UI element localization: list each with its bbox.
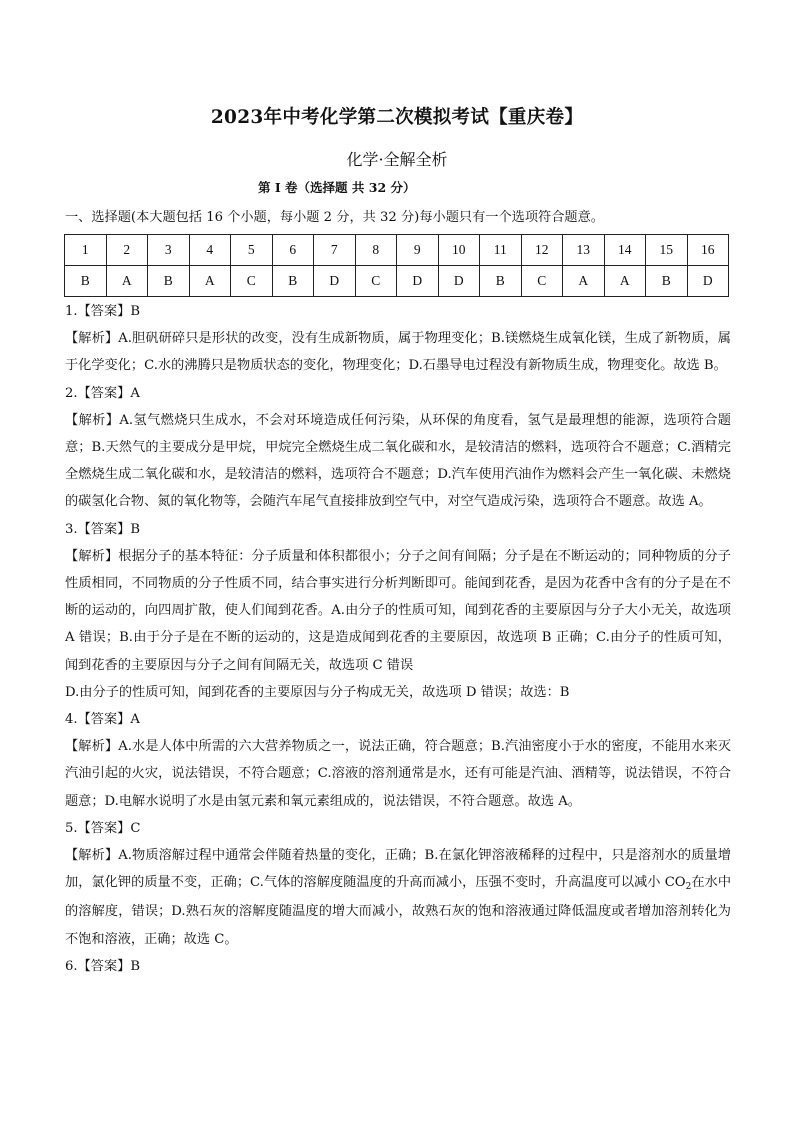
- analysis-q5: [65, 842, 731, 953]
- table-cell: 9: [397, 235, 439, 266]
- table-cell: A: [604, 266, 646, 297]
- solutions-body: [65, 298, 731, 980]
- answer-line-q2: 2.【答案】A: [65, 385, 140, 401]
- table-cell: 8: [355, 235, 397, 266]
- table-cell: D: [314, 266, 356, 297]
- table-cell: D: [687, 266, 729, 297]
- answer-line-q5: 5.【答案】C: [65, 820, 141, 836]
- analysis-q5-part1: 【解析】A.物质溶解过程中通常会伴随着热量的变化，正确；B.在氯化钾溶液稀释的过程中，只是溶剂水的质量增加，氯化钾的质量不变，正确；C.气体的溶解度随温度的升高而减小，压强不变时，升高温度可以减小 CO: [65, 848, 731, 891]
- analysis-q3: 【解析】根据分子的基本特征：分子质量和体积都很小；分子之间有间隔；分子是在不断运动的；同种物质的分子性质相同，不同物质的分子性质不同，结合事实进行分析判断即可。能闻到花香，是因为花香中含有的分子是在不断的运动的，向四周扩散，使人们闻到花香。A.由分子的性质可知，闻到花香的主要原因与分子大小无关，故选项 A 错误；B.由于分子是在不断的运动的，这是造成闻到花香的主要原因，故选项 B 正确；C.由分子的性质可知，闻到花香的主要原因与分子之间有间隔无关，故选项 C 错误: [65, 548, 731, 673]
- table-cell: C: [355, 266, 397, 297]
- table-cell: 16: [687, 235, 729, 266]
- table-cell: 3: [148, 235, 190, 266]
- table-cell: C: [231, 266, 273, 297]
- answer-line-q6: 6.【答案】B: [65, 958, 141, 974]
- table-cell: 15: [646, 235, 688, 266]
- analysis-q5-part2: 在水中的溶解度，错误；D.熟石灰的溶解度随温度的增大而减小，故熟石灰的饱和溶液通过降低温度或者增加溶剂转化为不饱和溶液，正确；故选 C。: [65, 875, 732, 947]
- analysis-q1: 【解析】A.胆矾研碎只是形状的改变，没有生成新物质，属于物理变化；B.镁燃烧生成氧化镁，生成了新物质，属于化学变化；C.水的沸腾只是物质状态的变化，物理变化；D.石墨导电过程没有新物质生成，物理变化。故选 B。: [65, 331, 731, 374]
- table-cell: A: [189, 266, 231, 297]
- co2-subscript: 2: [685, 882, 692, 893]
- table-cell: A: [106, 266, 148, 297]
- section-heading: 第 I 卷（选择题 共 32 分）: [258, 180, 416, 195]
- answer-line-q4: 4.【答案】A: [65, 712, 140, 728]
- answer-line-q1: 1.【答案】B: [65, 304, 141, 319]
- table-cell: 10: [438, 235, 480, 266]
- table-cell: 2: [106, 235, 148, 266]
- table-cell: 12: [521, 235, 563, 266]
- table-cell: 1: [65, 235, 107, 266]
- analysis-q4: 【解析】A.水是人体中所需的六大营养物质之一，说法正确，符合题意；B.汽油密度小于水的密度，不能用水来灭汽油引起的火灾，说法错误，不符合题意；C.溶液的溶剂通常是水，还有可能是汽油、酒精等，说法错误，不符合题意；D.电解水说明了水是由氢元素和氧元素组成的，说法错误，不符合题意。故选 A。: [65, 739, 731, 809]
- table-cell: 7: [314, 235, 356, 266]
- table-cell: B: [480, 266, 522, 297]
- answer-table-answer-row: [65, 266, 729, 297]
- answer-table: [64, 234, 729, 297]
- instruction-text: 一、选择题(本大题包括 16 个小题，每小题 2 分，共 32 分)每小题只有一个选项符合题意。: [65, 210, 604, 225]
- table-cell: B: [148, 266, 190, 297]
- analysis-q3-continued: D.由分子的性质可知，闻到花香的主要原因与分子构成无关，故选项 D 错误；故选：B: [65, 684, 570, 700]
- table-cell: 5: [231, 235, 273, 266]
- answer-line-q3: 3.【答案】B: [65, 521, 141, 537]
- table-cell: B: [646, 266, 688, 297]
- table-cell: D: [397, 266, 439, 297]
- table-cell: 13: [563, 235, 605, 266]
- table-cell: 4: [189, 235, 231, 266]
- answer-table-number-row: [65, 235, 729, 266]
- table-cell: 11: [480, 235, 522, 266]
- table-cell: A: [563, 266, 605, 297]
- analysis-q2: 【解析】A.氢气燃烧只生成水，不会对环境造成任何污染，从环保的角度看，氢气是最理想的能源，选项符合题意；B.天然气的主要成分是甲烷，甲烷完全燃烧生成二氧化碳和水，是较清洁的燃料，选项符合不题意；C.酒精完全燃烧生成二氧化碳和水，是较清洁的燃料，选项符合不题意；D.汽车使用汽油作为燃料会产生一氧化碳、未燃烧的碳氢化合物、氮的氧化物等，会随汽车尾气直接排放到空气中，对空气造成污染，选项符合不题意。故选 A。: [65, 412, 731, 510]
- table-cell: B: [272, 266, 314, 297]
- table-cell: B: [65, 266, 107, 297]
- table-cell: 6: [272, 235, 314, 266]
- document-title: 2023年中考化学第二次模拟考试【重庆卷】: [210, 107, 584, 128]
- table-cell: 14: [604, 235, 646, 266]
- document-subtitle: 化学·全解全析: [346, 150, 448, 169]
- table-cell: C: [521, 266, 563, 297]
- table-cell: D: [438, 266, 480, 297]
